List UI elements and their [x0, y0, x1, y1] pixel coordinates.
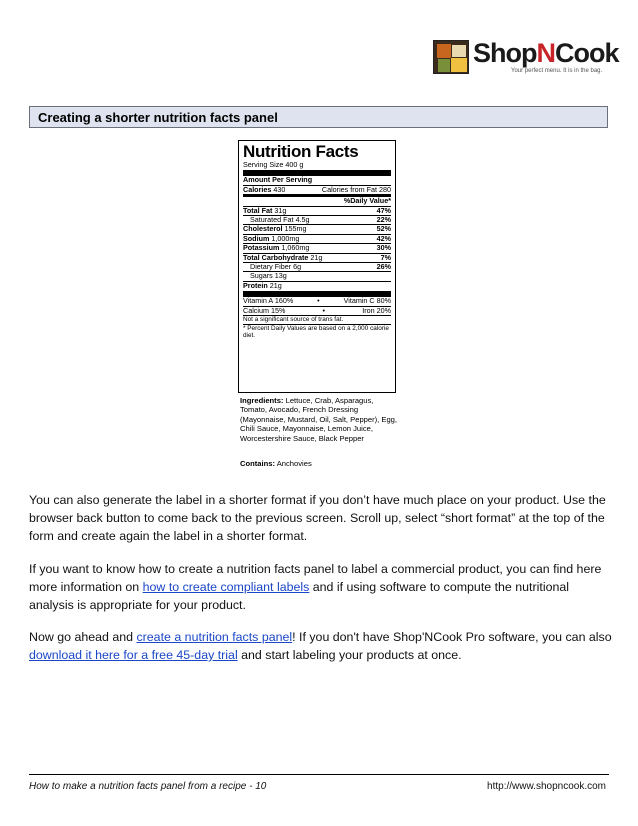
ingredients-text: Ingredients: Lettuce, Crab, Asparagus, Tomato, Avocado, French Dressing (Mayonnaise, Mustard, Oil, Salt, Pepper), Egg, Chili Sauce, Mayonnaise, Lemon Juice, Worcestershire Sauce, Black Pepper — [240, 396, 398, 443]
footer-page-title: How to make a nutrition facts panel from a recipe - 10 — [29, 781, 267, 792]
daily-values-note: * Percent Daily Values are based on a 2,000 calorie diet. — [243, 324, 391, 340]
shopncook-logo — [433, 38, 619, 80]
create-panel-link[interactable]: create a nutrition facts panel — [136, 630, 293, 644]
nutrient-row: Sodium 1,000mg 42% — [243, 233, 391, 243]
contains-text: Contains: Anchovies — [240, 459, 312, 468]
nutrient-row: Potassium 1,060mg 30% — [243, 243, 391, 253]
serving-size: Serving Size 400 g — [243, 160, 304, 169]
amount-per-serving: Amount Per Serving — [243, 175, 313, 185]
nutrient-row: Total Carbohydrate 21g 7% — [243, 252, 391, 262]
paragraph-short-format: You can also generate the label in a shorter format if you don’t have much place on your product. Use the browser back button to come back to the previous screen. Scroll up, select “short format” at the top of the form and create again the label in a shorter format. — [29, 493, 606, 543]
download-trial-link[interactable]: download it here for a free 45-day trial — [29, 648, 238, 662]
nutrition-facts-label — [238, 140, 396, 393]
footer-divider — [29, 774, 609, 775]
nutrient-row: Dietary Fiber 6g 26% — [243, 262, 391, 271]
nutrient-rows — [243, 206, 391, 291]
daily-value-header: %Daily Value* — [343, 196, 391, 206]
calories-row: Calories 430 Calories from Fat 280 — [243, 184, 391, 194]
footer-url: http://www.shopncook.com — [487, 781, 606, 792]
nutrition-facts-title: Nutrition Facts — [243, 142, 359, 161]
compliant-labels-link[interactable]: how to create compliant labels — [142, 580, 310, 594]
section-title: Creating a shorter nutrition facts panel — [38, 110, 278, 125]
nutrient-row: Cholesterol 155mg 52% — [243, 224, 391, 234]
logo-tagline: Your perfect menu. It is in the bag. — [511, 68, 603, 74]
nutrient-row: Protein 21g — [243, 281, 391, 290]
nutrient-row: Saturated Fat 4.5g 22% — [243, 215, 391, 224]
nutrient-row: Sugars 13g — [243, 271, 391, 280]
vitamins-row: Vitamin A 160% • Vitamin C 80% — [243, 296, 391, 306]
paragraph-compliant-labels: If you want to know how to create a nutrition facts panel to label a commercial product, you can find here more information on how to create compliant labels and if using software to compute the nutritional analysis is appropriate for your product. — [29, 562, 602, 612]
minerals-row: Calcium 15% • Iron 20% — [243, 305, 391, 315]
section-header — [29, 106, 608, 128]
nutrient-row: Total Fat 31g 47% — [243, 205, 391, 215]
trans-fat-note: Not a significant source of trans fat. — [243, 315, 391, 323]
logo-mark-icon — [433, 40, 469, 74]
logo-wordmark: ShopNCook — [473, 38, 619, 68]
paragraph-go-ahead: Now go ahead and create a nutrition facts panel! If you don't have Shop'NCook Pro software, you can also download it here for a free 45-day trial and start labeling your products at once. — [29, 630, 612, 662]
